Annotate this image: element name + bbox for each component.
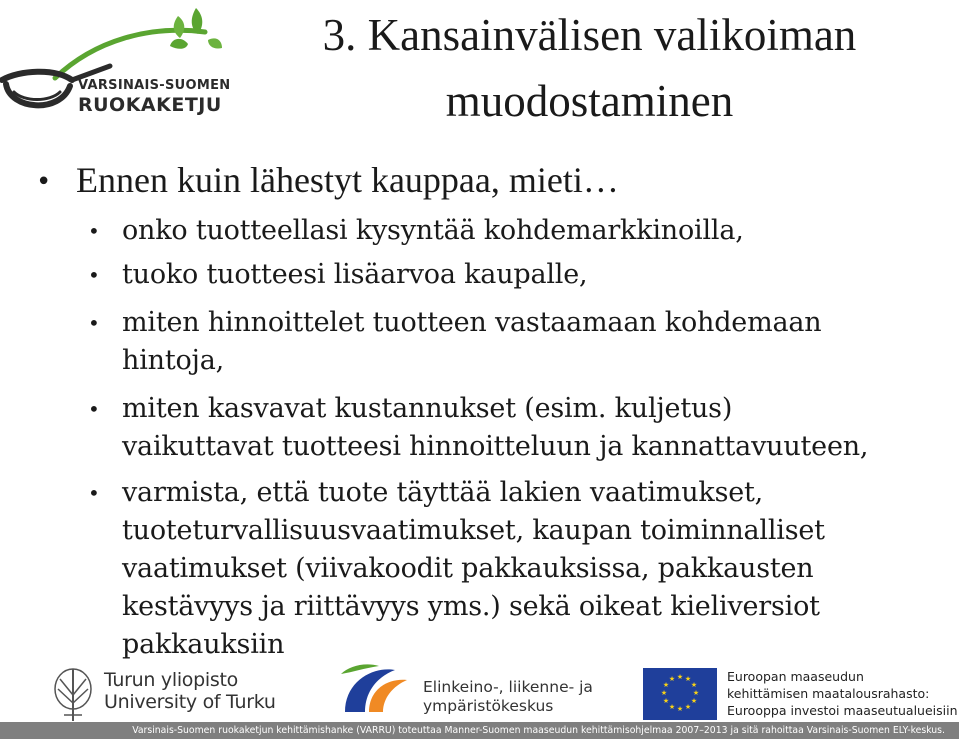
varsinais-suomen-ruokaketju-logo bbox=[0, 0, 231, 135]
eu-text-line2: kehittämisen maatalousrahasto: bbox=[727, 686, 930, 701]
org-name-line1: VARSINAIS-SUOMEN bbox=[78, 78, 231, 93]
page-title bbox=[220, 2, 959, 134]
ely-centre-logo bbox=[335, 660, 593, 722]
title-line1: 3. Kansainvälisen valikoiman bbox=[322, 10, 857, 60]
list-item-line: vaikuttavat tuotteesi hinnoitteluun ja kannattavuuteen, bbox=[122, 431, 869, 462]
list-item-line: miten hinnoittelet tuotteen vastaamaan kohdemaan bbox=[122, 307, 822, 338]
svg-text:★: ★ bbox=[662, 681, 670, 689]
university-of-turku-logo bbox=[50, 665, 276, 725]
utu-name-fi: Turun yliopisto bbox=[104, 669, 238, 691]
list-item bbox=[122, 390, 952, 466]
bullet-icon: • bbox=[88, 219, 100, 243]
ely-emblem-icon bbox=[335, 660, 417, 720]
svg-text:★: ★ bbox=[676, 705, 684, 713]
utu-name-en: University of Turku bbox=[104, 691, 276, 713]
list-item-line: varmista, että tuote täyttää lakien vaatimukset, bbox=[122, 477, 764, 508]
footer-funding-note: Varsinais-Suomen ruokaketjun kehittämishanke (VARRU) toteuttaa Manner-Suomen maaseudun kehittämisohjelmaa 2007–2013 ja sitä rahoittaa Varsinais-Suomen ELY-keskus. bbox=[0, 722, 959, 739]
list-item-line: onko tuotteellasi kysyntää kohdemarkkinoilla, bbox=[122, 215, 744, 246]
list-item bbox=[122, 212, 952, 250]
svg-text:★: ★ bbox=[676, 673, 684, 681]
list-item-line: tuoko tuotteesi lisäarvoa kaupalle, bbox=[122, 259, 588, 290]
title-line2: muodostaminen bbox=[445, 76, 734, 126]
svg-text:★: ★ bbox=[660, 689, 668, 697]
eu-fund-logo bbox=[643, 664, 959, 722]
list-item-line: kestävyys ja riittävyys yms.) sekä oikeat kieliversiot bbox=[122, 591, 820, 622]
bullet-icon: • bbox=[36, 167, 52, 197]
bullet-icon: • bbox=[88, 397, 100, 421]
svg-text:★: ★ bbox=[690, 697, 698, 705]
ely-name-line1: Elinkeino-, liikenne- ja bbox=[423, 678, 593, 696]
eu-text-line3: Eurooppa investoi maaseutualueisiin bbox=[727, 703, 958, 718]
svg-text:★: ★ bbox=[692, 689, 700, 697]
list-item bbox=[122, 474, 952, 664]
bullet-icon: • bbox=[88, 311, 100, 335]
list-item-line: tuoteturvallisuusvaatimukset, kaupan toiminnalliset bbox=[122, 515, 825, 546]
eu-flag-icon bbox=[643, 668, 717, 720]
bullet-icon: • bbox=[88, 481, 100, 505]
list-item-line: hintoja, bbox=[122, 345, 224, 376]
intro-bullet-text: Ennen kuin lähestyt kauppaa, mieti… bbox=[76, 160, 619, 200]
svg-text:★: ★ bbox=[690, 681, 698, 689]
svg-text:★: ★ bbox=[668, 703, 676, 711]
list-item bbox=[122, 304, 952, 380]
ely-name-line2: ympäristökeskus bbox=[423, 697, 554, 715]
list-item-line: pakkauksiin bbox=[122, 629, 285, 660]
list-item bbox=[122, 256, 952, 294]
svg-text:★: ★ bbox=[668, 675, 676, 683]
eu-text-line1: Euroopan maaseudun bbox=[727, 669, 864, 684]
svg-text:★: ★ bbox=[662, 697, 670, 705]
svg-text:★: ★ bbox=[684, 703, 692, 711]
utu-emblem-icon bbox=[50, 665, 96, 723]
list-item-line: miten kasvavat kustannukset (esim. kuljetus) bbox=[122, 393, 733, 424]
svg-text:★: ★ bbox=[684, 675, 692, 683]
org-name-line2: RUOKAKETJU bbox=[78, 94, 222, 116]
bullet-icon: • bbox=[88, 263, 100, 287]
list-item-line: vaatimukset (viivakoodit pakkauksissa, pakkausten bbox=[122, 553, 814, 584]
